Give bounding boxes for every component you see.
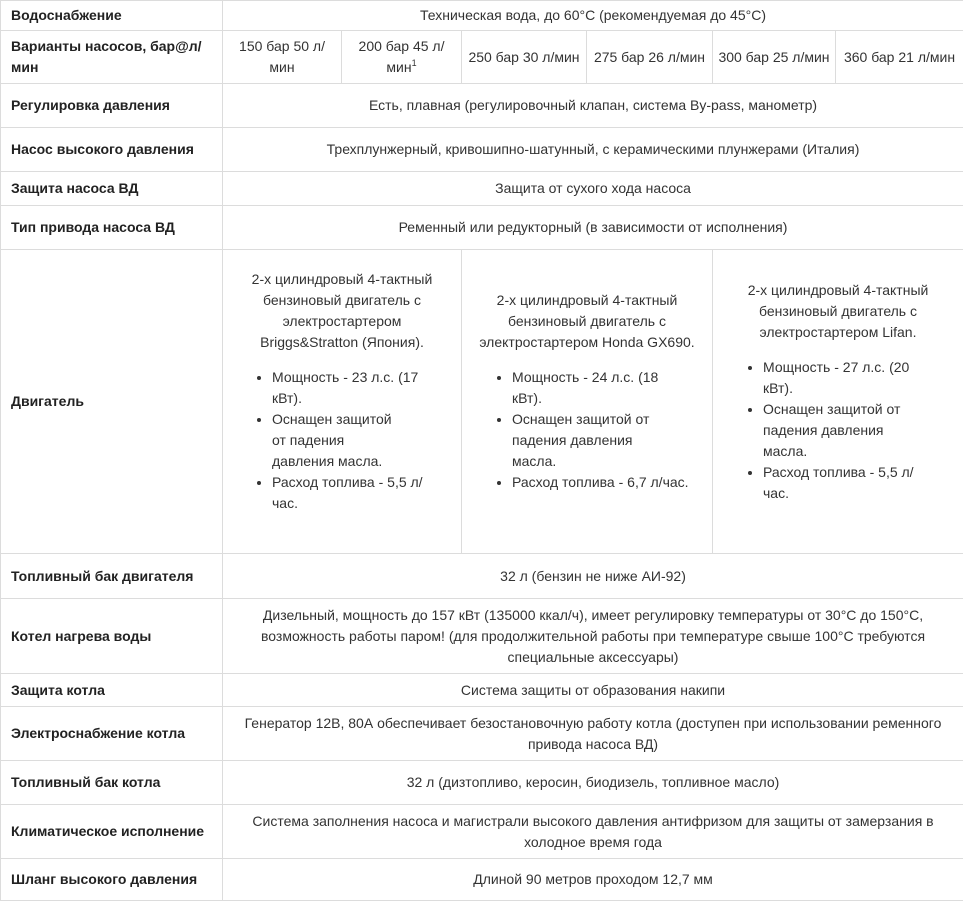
list-item: • Мощность - 24 л.с. (18 кВт). — [512, 367, 690, 409]
row-label: Варианты насосов, бар@л/мин — [1, 31, 223, 84]
engine-title: 2-х цилиндровый 4-тактный бензиновый двигатель с электростартером Briggs&Stratton (Япония). — [227, 269, 457, 353]
row-label: Насос высокого давления — [1, 128, 223, 172]
list-item: • Мощность - 27 л.с. (20 кВт). — [763, 357, 933, 399]
row-engine-tank — [1, 554, 963, 599]
row-pump-drive — [1, 206, 963, 250]
row-hp-pump — [1, 128, 963, 172]
row-pump-protection — [1, 172, 963, 206]
row-label: Защита насоса ВД — [1, 172, 223, 206]
pump-option: 360 бар 21 л/мин — [836, 31, 963, 84]
row-value: 32 л (бензин не ниже АИ-92) — [223, 554, 963, 599]
row-label: Двигатель — [1, 250, 223, 554]
pump-option: 200 бар 45 л/мин$^1$ — [342, 31, 462, 84]
row-label: Водоснабжение — [1, 1, 223, 31]
pump-option: 150 бар 50 л/мин — [223, 31, 342, 84]
row-value: 32 л (дизтопливо, керосин, биодизель, топливное масло) — [223, 761, 963, 805]
list-item: • Расход топлива - 6,7 л/час. — [512, 472, 690, 493]
row-value: Система защиты от образования накипи — [223, 674, 963, 707]
engine-variant-briggs — [223, 250, 462, 554]
row-label: Топливный бак двигателя — [1, 554, 223, 599]
row-pump-options — [1, 31, 963, 84]
row-label: Климатическое исполнение — [1, 805, 223, 859]
row-value: Дизельный, мощность до 157 кВт (135000 ккал/ч), имеет регулировку температуры от 30°С до 150°С, возможность работы паром! (для продолжительной работы при температуре свыше 100°С требуются специальные аксессуары) — [223, 599, 963, 674]
row-value: Есть, плавная (регулировочный клапан, система By-pass, манометр) — [223, 84, 963, 128]
list-item: • Оснащен защитой от падения давления масла. — [512, 409, 690, 472]
pump-option: 250 бар 30 л/мин — [462, 31, 587, 84]
row-label: Котел нагрева воды — [1, 599, 223, 674]
engine-title: 2-х цилиндровый 4-тактный бензиновый двигатель с электростартером Honda GX690. — [466, 290, 708, 353]
row-value: Длиной 90 метров проходом 12,7 мм — [223, 859, 963, 901]
row-boiler-protection — [1, 674, 963, 707]
list-item: • Расход топлива - 5,5 л/час. — [272, 472, 437, 514]
engine-variant-lifan — [713, 250, 963, 554]
pump-option: 300 бар 25 л/мин — [713, 31, 836, 84]
row-value: Генератор 12В, 80А обеспечивает безостановочную работу котла (доступен при использовании ременного привода насоса ВД) — [223, 707, 963, 761]
row-value: Техническая вода, до 60°С (рекомендуемая до 45°С) — [223, 1, 963, 31]
row-label: Тип привода насоса ВД — [1, 206, 223, 250]
list-item: • Расход топлива - 5,5 л/час. — [763, 462, 933, 504]
row-label: Регулировка давления — [1, 84, 223, 128]
row-boiler-tank — [1, 761, 963, 805]
engine-features — [227, 367, 457, 514]
row-boiler — [1, 599, 963, 674]
row-label: Топливный бак котла — [1, 761, 223, 805]
list-item: • Оснащен защитой от падения давления масла. — [763, 399, 933, 462]
engine-title: 2-х цилиндровый 4-тактный бензиновый двигатель с электростартером Lifan. — [717, 280, 959, 343]
row-engine — [1, 250, 963, 554]
row-value: Система заполнения насоса и магистрали высокого давления антифризом для защиты от замерзания в холодное время года — [223, 805, 963, 859]
engine-features — [466, 367, 708, 493]
row-label: Электроснабжение котла — [1, 707, 223, 761]
row-boiler-power — [1, 707, 963, 761]
row-label: Защита котла — [1, 674, 223, 707]
engine-variant-honda — [462, 250, 713, 554]
pump-option: 275 бар 26 л/мин — [587, 31, 713, 84]
row-value: Трехплунжерный, кривошипно-шатунный, с керамическими плунжерами (Италия) — [223, 128, 963, 172]
row-water-supply — [1, 1, 963, 31]
footnote-mark: 1 — [412, 58, 417, 68]
list-item: • Мощность - 23 л.с. (17 кВт). — [272, 367, 437, 409]
engine-features — [717, 357, 959, 504]
row-value: Защита от сухого хода насоса — [223, 172, 963, 206]
row-pressure-adjustment — [1, 84, 963, 128]
row-value: Ременный или редукторный (в зависимости от исполнения) — [223, 206, 963, 250]
row-climate — [1, 805, 963, 859]
row-hose — [1, 859, 963, 901]
list-item: • Оснащен защитой от падения давления масла. — [272, 409, 437, 472]
row-label: Шланг высокого давления — [1, 859, 223, 901]
